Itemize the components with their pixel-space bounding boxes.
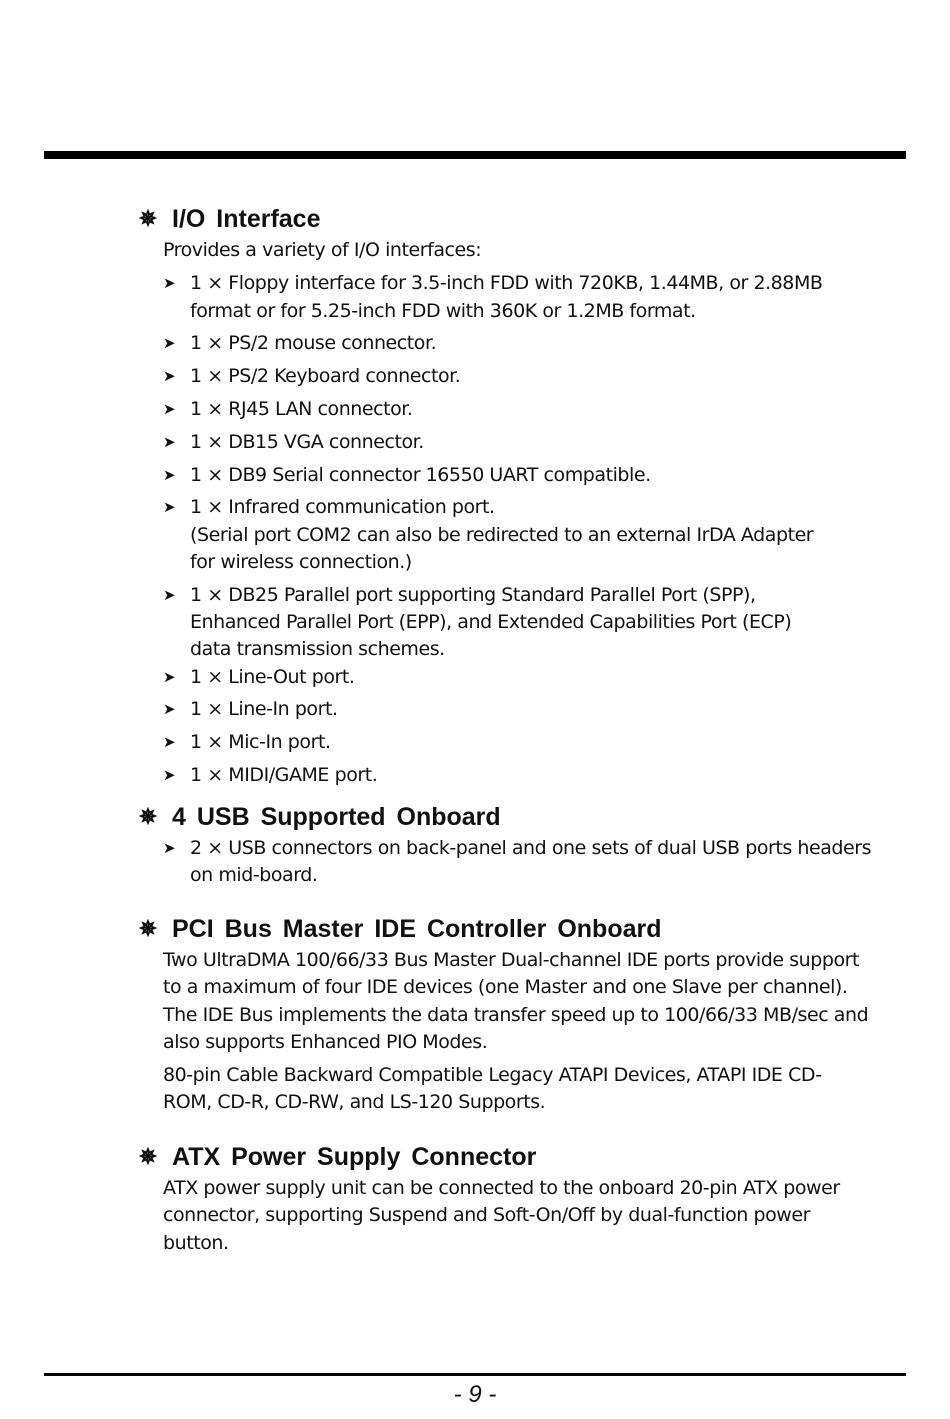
top-rule bbox=[44, 151, 906, 159]
star-burst-icon: ✵ bbox=[138, 916, 158, 941]
paragraph-line: button. bbox=[163, 1231, 229, 1254]
page-content bbox=[136, 203, 916, 1257]
usb-list bbox=[136, 835, 916, 890]
arrowhead-bullet-icon: ➤ bbox=[163, 585, 176, 604]
section-atx-power bbox=[136, 1141, 916, 1257]
arrowhead-bullet-icon: ➤ bbox=[163, 498, 176, 517]
star-burst-icon: ✵ bbox=[138, 206, 158, 231]
section-heading-text: 4 USB Supported Onboard bbox=[172, 803, 501, 831]
item-line: 1 × Infrared communication port. bbox=[190, 496, 495, 519]
section-pci-ide bbox=[136, 913, 916, 1141]
item-line: Enhanced Parallel Port (EPP), and Extended Capabilities Port (ECP) bbox=[190, 611, 792, 634]
item-line: 1 × PS/2 mouse connector. bbox=[190, 332, 437, 355]
list-item bbox=[163, 664, 916, 691]
item-line: 1 × MIDI/GAME port. bbox=[190, 764, 378, 787]
item-line: data transmission schemes. bbox=[190, 638, 445, 661]
section-heading bbox=[136, 203, 916, 235]
paragraph-line: also supports Enhanced PIO Modes. bbox=[163, 1030, 488, 1053]
arrowhead-bullet-icon: ➤ bbox=[163, 700, 176, 719]
item-line: 1 × DB15 VGA connector. bbox=[190, 430, 424, 453]
arrowhead-bullet-icon: ➤ bbox=[163, 367, 176, 386]
paragraph bbox=[163, 947, 916, 1056]
list-item bbox=[163, 462, 916, 489]
section-intro bbox=[163, 237, 916, 264]
section-io-interface bbox=[136, 203, 916, 801]
arrowhead-bullet-icon: ➤ bbox=[163, 432, 176, 451]
paragraph-line: The IDE Bus implements the data transfer speed up to 100/66/33 MB/sec and bbox=[163, 1003, 869, 1026]
list-item bbox=[163, 582, 916, 664]
section-heading-text: PCI Bus Master IDE Controller Onboard bbox=[172, 915, 662, 943]
section-heading bbox=[136, 801, 916, 833]
list-item bbox=[163, 363, 916, 390]
paragraph-line: connector, supporting Suspend and Soft-On/Off by dual-function power bbox=[163, 1204, 810, 1227]
list-item bbox=[163, 396, 916, 423]
list-item bbox=[163, 696, 916, 723]
item-line: 1 × Line-Out port. bbox=[190, 665, 355, 688]
arrowhead-bullet-icon: ➤ bbox=[163, 334, 176, 353]
section-heading bbox=[136, 913, 916, 945]
item-line: 1 × Line-In port. bbox=[190, 698, 338, 721]
paragraph-line: ROM, CD-R, CD-RW, and LS-120 Supports. bbox=[163, 1091, 546, 1114]
list-item bbox=[163, 429, 916, 456]
item-line: for wireless connection.) bbox=[190, 550, 412, 573]
item-line: 1 × DB25 Parallel port supporting Standard Parallel Port (SPP), bbox=[190, 583, 756, 606]
section-heading bbox=[136, 1141, 916, 1173]
arrowhead-bullet-icon: ➤ bbox=[163, 399, 176, 418]
list-item bbox=[163, 270, 916, 325]
list-item bbox=[163, 330, 916, 357]
list-item bbox=[163, 762, 916, 789]
paragraph-line: Two UltraDMA 100/66/33 Bus Master Dual-channel IDE ports provide support bbox=[163, 949, 859, 971]
star-burst-icon: ✵ bbox=[138, 1144, 158, 1169]
item-line: format or for 5.25-inch FDD with 360K or 1.2MB format. bbox=[190, 299, 696, 322]
paragraph bbox=[163, 1175, 916, 1257]
item-line: 2 × USB connectors on back-panel and one sets of dual USB ports headers bbox=[190, 837, 872, 859]
paragraph-line: to a maximum of four IDE devices (one Master and one Slave per channel). bbox=[163, 976, 848, 999]
arrowhead-bullet-icon: ➤ bbox=[163, 465, 176, 484]
arrowhead-bullet-icon: ➤ bbox=[163, 274, 176, 293]
paragraph bbox=[163, 1062, 916, 1117]
item-line: 1 × DB9 Serial connector 16550 UART compatible. bbox=[190, 463, 651, 486]
section-heading-text: I/O Interface bbox=[172, 205, 321, 233]
io-interface-list bbox=[136, 270, 916, 789]
item-line: 1 × Floppy interface for 3.5-inch FDD with 720KB, 1.44MB, or 2.88MB bbox=[190, 272, 823, 295]
arrowhead-bullet-icon: ➤ bbox=[163, 766, 176, 785]
item-line: on mid-board. bbox=[190, 864, 318, 887]
item-line: 1 × RJ45 LAN connector. bbox=[190, 397, 413, 420]
bottom-rule bbox=[44, 1373, 906, 1376]
arrowhead-bullet-icon: ➤ bbox=[163, 839, 176, 857]
paragraph-line: 80-pin Cable Backward Compatible Legacy ATAPI Devices, ATAPI IDE CD- bbox=[163, 1064, 822, 1087]
section-heading-text: ATX Power Supply Connector bbox=[172, 1143, 537, 1171]
list-item bbox=[163, 494, 916, 576]
item-line: 1 × PS/2 Keyboard connector. bbox=[190, 365, 461, 388]
item-line: 1 × Mic-In port. bbox=[190, 731, 331, 754]
section-usb bbox=[136, 801, 916, 913]
item-line: (Serial port COM2 can also be redirected to an external IrDA Adapter bbox=[190, 523, 814, 546]
page-number: - 9 - bbox=[453, 1381, 497, 1408]
list-item bbox=[163, 729, 916, 756]
arrowhead-bullet-icon: ➤ bbox=[163, 667, 176, 686]
arrowhead-bullet-icon: ➤ bbox=[163, 733, 176, 752]
list-item bbox=[163, 835, 916, 890]
star-burst-icon: ✵ bbox=[138, 804, 158, 829]
intro-line: Provides a variety of I/O interfaces: bbox=[163, 239, 482, 261]
paragraph-line: ATX power supply unit can be connected to the onboard 20-pin ATX power bbox=[163, 1177, 840, 1199]
